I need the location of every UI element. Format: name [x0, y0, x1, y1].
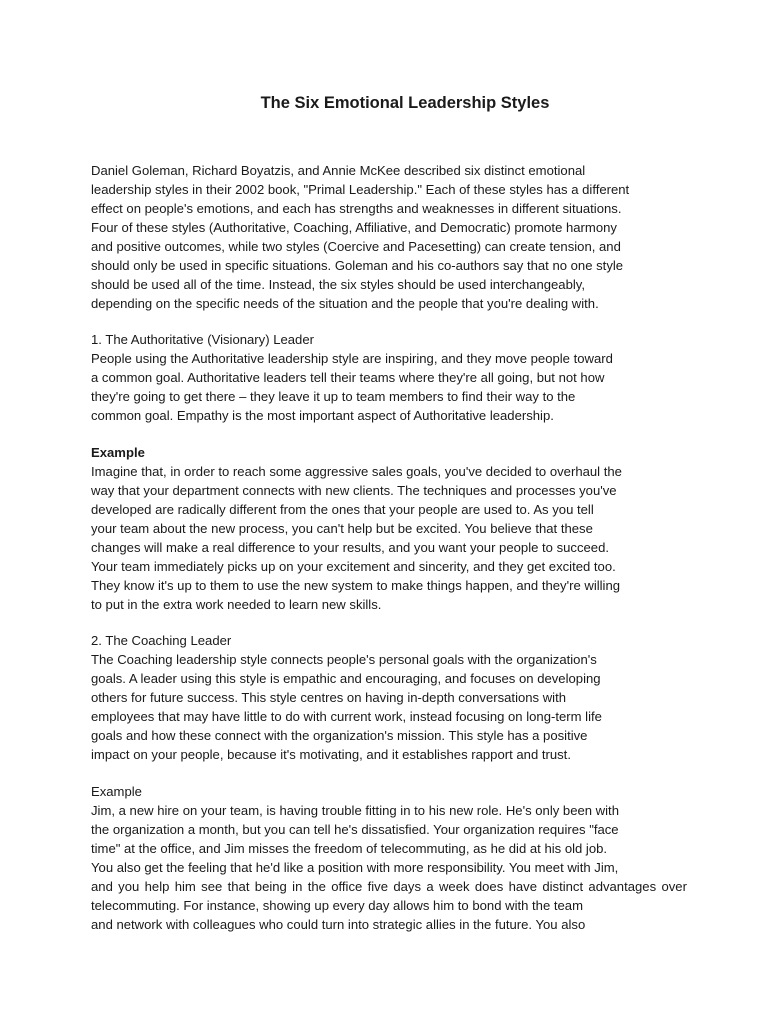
example-line: You also get the feeling that he'd like a position with more responsibility. You meet with Jim, [91, 860, 619, 875]
section-line: common goal. Empathy is the most important aspect of Authoritative leadership. [91, 408, 554, 423]
section-line: The Coaching leadership style connects people's personal goals with the organization's [91, 652, 597, 667]
intro-line: leadership styles in their 2002 book, "Primal Leadership." Each of these styles has a different [91, 182, 630, 197]
intro-line: and positive outcomes, while two styles (Coercive and Pacesetting) can create tension, and [91, 239, 621, 254]
example-line: time" at the office, and Jim misses the freedom of telecommuting, as he did at his old job. [91, 841, 608, 856]
example-line: your team about the new process, you can't help but be excited. You believe that these [91, 521, 593, 536]
section-line: others for future success. This style centres on having in-depth conversations with [91, 690, 567, 705]
example-line: Your team immediately picks up on your excitement and sincerity, and they get excited too. [91, 559, 616, 574]
intro-line: effect on people's emotions, and each has strengths and weaknesses in different situations. [91, 201, 622, 216]
example-line: and you help him see that being in the office five days a week does have distinct advantages over [91, 879, 687, 894]
section-line: goals. A leader using this style is empathic and encouraging, and focuses on developing [91, 671, 601, 686]
example-line: to put in the extra work needed to learn new skills. [91, 597, 382, 612]
intro-line: depending on the specific needs of the situation and the people that you're dealing with. [91, 296, 599, 311]
document-title: The Six Emotional Leadership Styles [260, 94, 550, 112]
example-line: way that your department connects with new clients. The techniques and processes you've [91, 483, 617, 498]
intro-line: should only be used in specific situations. Goleman and his co-authors say that no one style [91, 258, 624, 273]
section-heading-coaching: 2. The Coaching Leader [91, 633, 232, 648]
example-line: changes will make a real difference to your results, and you want your people to succeed. [91, 540, 609, 555]
example-heading: Example [91, 445, 145, 460]
section-line: goals and how these connect with the organization's mission. This style has a positive [91, 728, 588, 743]
section-line: employees that may have little to do with current work, instead focusing on long-term life [91, 709, 602, 724]
intro-line: Four of these styles (Authoritative, Coaching, Affiliative, and Democratic) promote harmony [91, 220, 617, 235]
example-line: Jim, a new hire on your team, is having trouble fitting in to his new role. He's only been with [91, 803, 619, 818]
section-line: they're going to get there – they leave it up to team members to find their way to the [91, 389, 576, 404]
example-heading: Example [91, 784, 142, 799]
example-line: and network with colleagues who could turn into strategic allies in the future. You also [91, 917, 586, 932]
example-line: the organization a month, but you can tell he's dissatisfied. Your organization requires "face [91, 822, 619, 837]
example-line: telecommuting. For instance, showing up every day allows him to bond with the team [91, 898, 583, 913]
example-line: Imagine that, in order to reach some aggressive sales goals, you've decided to overhaul the [91, 464, 622, 479]
section-line: People using the Authoritative leadership style are inspiring, and they move people toward [91, 351, 613, 366]
section-heading-authoritative: 1. The Authoritative (Visionary) Leader [91, 332, 314, 347]
example-line: developed are radically different from the ones that your people are used to. As you tell [91, 502, 594, 517]
section-line: impact on your people, because it's motivating, and it establishes rapport and trust. [91, 747, 571, 762]
example-line: They know it's up to them to use the new system to make things happen, and they're willing [91, 578, 621, 593]
section-line: a common goal. Authoritative leaders tell their teams where they're all going, but not how [91, 370, 605, 385]
intro-line: Daniel Goleman, Richard Boyatzis, and Annie McKee described six distinct emotional [91, 163, 586, 178]
intro-line: should be used all of the time. Instead, the six styles should be used interchangeably, [91, 277, 585, 292]
